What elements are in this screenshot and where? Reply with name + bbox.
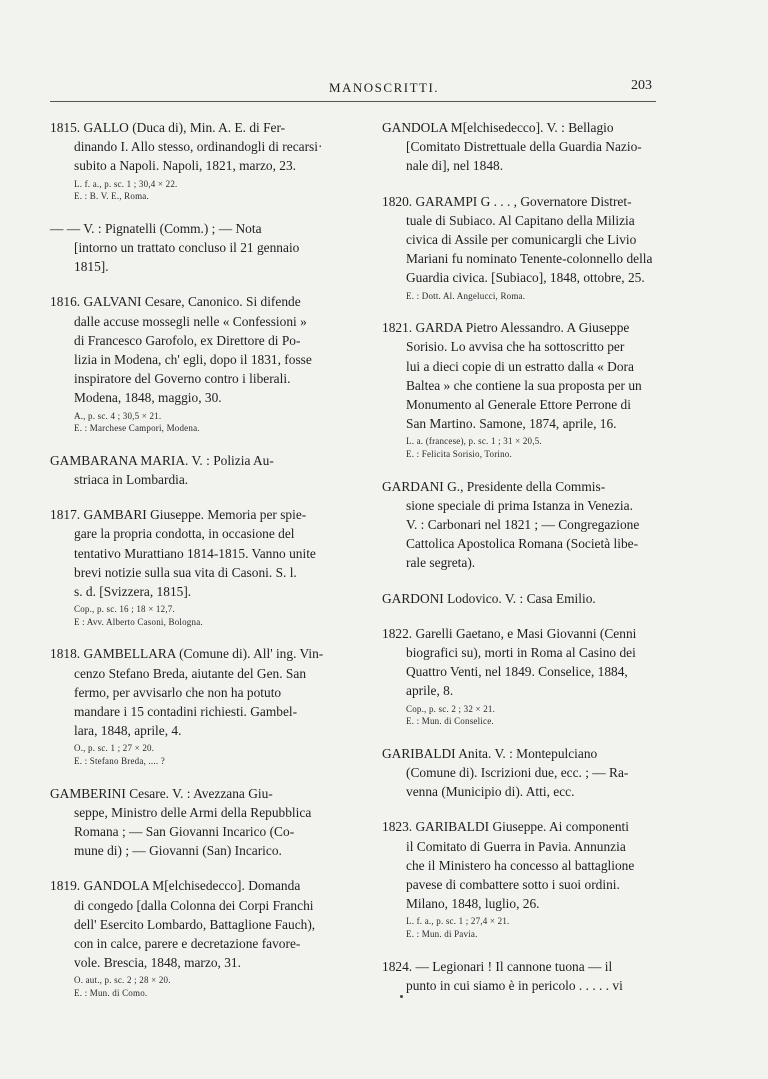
entry-line: 1816. GALVANI Cesare, Canonico. Si difende xyxy=(50,294,301,310)
ink-speck xyxy=(400,995,403,998)
entry-line: seppe, Ministro delle Armi della Repubblica xyxy=(74,804,312,820)
catalog-entry xyxy=(382,817,664,940)
entry-line: mandare i 15 contadini richiesti. Gambel- xyxy=(74,704,298,720)
entry-line: tuale di Subiaco. Al Capitano della Milizia xyxy=(406,212,635,228)
provenance-line: A., p. sc. 4 ; 30,5 × 21. xyxy=(74,410,162,421)
provenance-line: E. : Mun. di Conselice. xyxy=(406,716,494,727)
entry-line: tentativo Murattiano 1814-1815. Vanno unite xyxy=(74,545,316,561)
entry-line: GANDOLA M[elchisedecco]. V. : Bellagio xyxy=(382,120,614,135)
entry-line: pavese di combattere sotto i suoi ordini. xyxy=(406,877,620,893)
entry-line: 1822. Garelli Gaetano, e Masi Giovanni (Cenni xyxy=(382,625,637,641)
entry-line: inspiratore del Governo contro i liberali. xyxy=(74,371,291,387)
entry-line: Cattolica Apostolica Romana (Società libe- xyxy=(406,536,639,552)
entry-line: Mariani fu nominato Tenente-colonnello della xyxy=(406,251,653,267)
entry-line: brevi notizie sulla sua vita di Casoni. S. l. xyxy=(74,564,297,580)
entry-line: lui a dieci copie di un estratto dalla « Dora xyxy=(406,358,634,374)
entry-line: — — V. : Pignatelli (Comm.) ; — Nota xyxy=(50,220,262,236)
entry-provenance xyxy=(50,974,326,999)
running-title: MANOSCRITTI. xyxy=(328,80,440,95)
entry-line: rale segreta). xyxy=(406,555,476,571)
catalog-entry xyxy=(382,957,664,995)
catalog-entry xyxy=(50,292,326,434)
entry-line: Sorisio. Lo avvisa che ha sottoscritto per xyxy=(406,339,625,355)
entry-line: vole. Brescia, 1848, marzo, 31. xyxy=(74,955,241,971)
entry-line: dinando I. Allo stesso, ordinandogli di recarsi· xyxy=(74,139,323,155)
entry-line: venna (Municipio di). Atti, ecc. xyxy=(406,784,575,800)
entry-line: con in calce, parere e decretazione favore- xyxy=(74,936,301,952)
entry-line: GARIBALDI Anita. V. : Montepulciano xyxy=(382,745,598,761)
provenance-line: Cop., p. sc. 16 ; 18 × 12,7. xyxy=(74,604,175,615)
entry-provenance xyxy=(50,742,326,767)
entry-line: Milano, 1848, luglio, 26. xyxy=(406,896,540,912)
entry-line: il Comitato di Guerra in Pavia. Annunzia xyxy=(406,838,626,854)
provenance-line: E : Avv. Alberto Casoni, Bologna. xyxy=(74,616,203,627)
entry-line: 1824. — Legionari ! Il cannone tuona — il xyxy=(382,958,613,974)
entry-line: civica di Assile per comunicargli che Livio xyxy=(406,232,637,248)
page-number: 203 xyxy=(631,78,652,93)
provenance-line: Cop., p. sc. 2 ; 32 × 21. xyxy=(406,703,496,714)
entry-provenance xyxy=(382,435,664,460)
entry-line: lizia in Modena, ch' egli, dopo il 1831, fosse xyxy=(74,352,312,368)
provenance-line: L. a. (francese), p. sc. 1 ; 31 × 20,5. xyxy=(406,436,542,447)
catalog-entry xyxy=(382,192,664,303)
provenance-line: O. aut., p. sc. 2 ; 28 × 20. xyxy=(74,975,171,986)
entry-line: fermo, per avvisarlo che non ha potuto xyxy=(74,684,282,700)
catalog-entry xyxy=(382,589,664,608)
entry-line: lara, 1848, aprile, 4. xyxy=(74,723,182,739)
catalog-entry xyxy=(50,784,326,861)
entry-line: Baltea » che contiene la sua proposta per un xyxy=(406,377,642,393)
entry-line: cenzo Stefano Breda, aiutante del Gen. San xyxy=(74,665,307,681)
entry-provenance xyxy=(382,290,664,303)
entry-line: 1815]. xyxy=(74,259,109,275)
entry-line: punto in cui siamo è in pericolo . . . . . vi xyxy=(406,977,623,993)
entry-line: di Francesco Garofolo, ex Direttore di Po- xyxy=(74,332,301,348)
catalog-entry xyxy=(382,318,664,460)
entry-line: dell' Esercito Lombardo, Battaglione Fauch), xyxy=(74,916,316,932)
entry-provenance xyxy=(382,703,664,728)
provenance-line: E. : Dott. Al. Angelucci, Roma. xyxy=(406,290,526,301)
provenance-line: E. : Marchese Campori, Modena. xyxy=(74,423,200,434)
entry-line: dalle accuse mossegli nelle « Confessioni » xyxy=(74,313,307,329)
catalog-entry xyxy=(50,644,326,767)
provenance-line: L. f. a., p. sc. 1 ; 30,4 × 22. xyxy=(74,178,178,189)
entry-line: 1821. GARDA Pietro Alessandro. A Giuseppe xyxy=(382,320,630,336)
entry-line: 1823. GARIBALDI Giuseppe. Ai componenti xyxy=(382,819,629,835)
entry-line: Quattro Venti, nel 1849. Conselice, 1884, xyxy=(406,664,628,680)
entry-line: nale di], nel 1848. xyxy=(406,158,504,174)
entry-provenance xyxy=(50,178,326,203)
entry-line: GAMBERINI Cesare. V. : Avezzana Giu- xyxy=(50,785,273,801)
entry-line: aprile, 8. xyxy=(406,683,454,699)
entry-line: 1818. GAMBELLARA (Comune di). All' ing. Vin- xyxy=(50,646,324,662)
entry-line: striaca in Lombardia. xyxy=(74,472,189,488)
entry-line: [Comitato Distrettuale della Guardia Nazio- xyxy=(406,139,642,155)
entry-line: Romana ; — San Giovanni Incarico (Co- xyxy=(74,824,295,840)
entry-line: 1815. GALLO (Duca di), Min. A. E. di Fer- xyxy=(50,120,286,135)
entry-line: [intorno un trattato concluso il 21 gennaio xyxy=(74,240,300,255)
catalog-entry xyxy=(50,219,326,277)
entry-provenance xyxy=(50,603,326,628)
catalog-entry xyxy=(382,744,664,802)
entry-line: 1820. GARAMPI G . . . , Governatore Distret- xyxy=(382,193,632,209)
entry-line: V. : Carbonari nel 1821 ; — Congregazione xyxy=(406,517,640,533)
entry-provenance xyxy=(50,410,326,435)
entry-line: Guardia civica. [Subiaco], 1848, ottobre, 25. xyxy=(406,270,645,286)
entry-line: s. d. [Svizzera, 1815]. xyxy=(74,584,192,600)
entry-line: di congedo [dalla Colonna dei Corpi Franchi xyxy=(74,897,314,913)
entry-line: San Martino. Samone, 1874, aprile, 16. xyxy=(406,416,617,432)
entry-line: GARDANI G., Presidente della Commis- xyxy=(382,478,606,494)
header-rule xyxy=(50,101,656,102)
provenance-line: E. : B. V. E., Roma. xyxy=(74,191,149,202)
catalog-entry xyxy=(50,451,326,489)
right-column xyxy=(382,118,664,1011)
provenance-line: L. f. a., p. sc. 1 ; 27,4 × 21. xyxy=(406,916,510,927)
catalog-entry xyxy=(50,505,326,628)
entry-line: 1817. GAMBARI Giuseppe. Memoria per spie- xyxy=(50,507,307,523)
catalog-entry xyxy=(382,118,664,176)
entry-line: GARDONI Lodovico. V. : Casa Emilio. xyxy=(382,590,596,606)
entry-line: sione speciale di prima Istanza in Venezia. xyxy=(406,497,633,513)
catalog-entry xyxy=(50,876,326,999)
entry-line: subito a Napoli. Napoli, 1821, marzo, 23. xyxy=(74,158,297,174)
provenance-line: E. : Mun. di Como. xyxy=(74,988,148,999)
catalog-entry xyxy=(382,477,664,573)
entry-line: Modena, 1848, maggio, 30. xyxy=(74,390,222,406)
entry-line: Monumento al Generale Ettore Perrone di xyxy=(406,397,631,413)
provenance-line: E. : Felicita Sorisio, Torino. xyxy=(406,449,512,460)
entry-line: GAMBARANA MARIA. V. : Polizia Au- xyxy=(50,452,274,468)
entry-line: 1819. GANDOLA M[elchisedecco]. Domanda xyxy=(50,878,301,894)
catalog-entry xyxy=(382,624,664,728)
entry-line: gare la propria condotta, in occasione del xyxy=(74,526,295,542)
provenance-line: E. : Stefano Breda, .... ? xyxy=(74,756,165,767)
entry-line: mune di) ; — Giovanni (San) Incarico. xyxy=(74,843,282,859)
provenance-line: O., p. sc. 1 ; 27 × 20. xyxy=(74,743,155,754)
entry-provenance xyxy=(382,915,664,940)
provenance-line: E. : Mun. di Pavia. xyxy=(406,929,478,940)
left-column xyxy=(50,118,326,1016)
entry-line: (Comune di). Iscrizioni due, ecc. ; — Ra- xyxy=(406,765,629,781)
catalog-entry xyxy=(50,118,326,203)
entry-line: biografici su), morti in Roma al Casino dei xyxy=(406,645,636,661)
entry-line: che il Ministero ha concesso al battaglione xyxy=(406,857,635,873)
